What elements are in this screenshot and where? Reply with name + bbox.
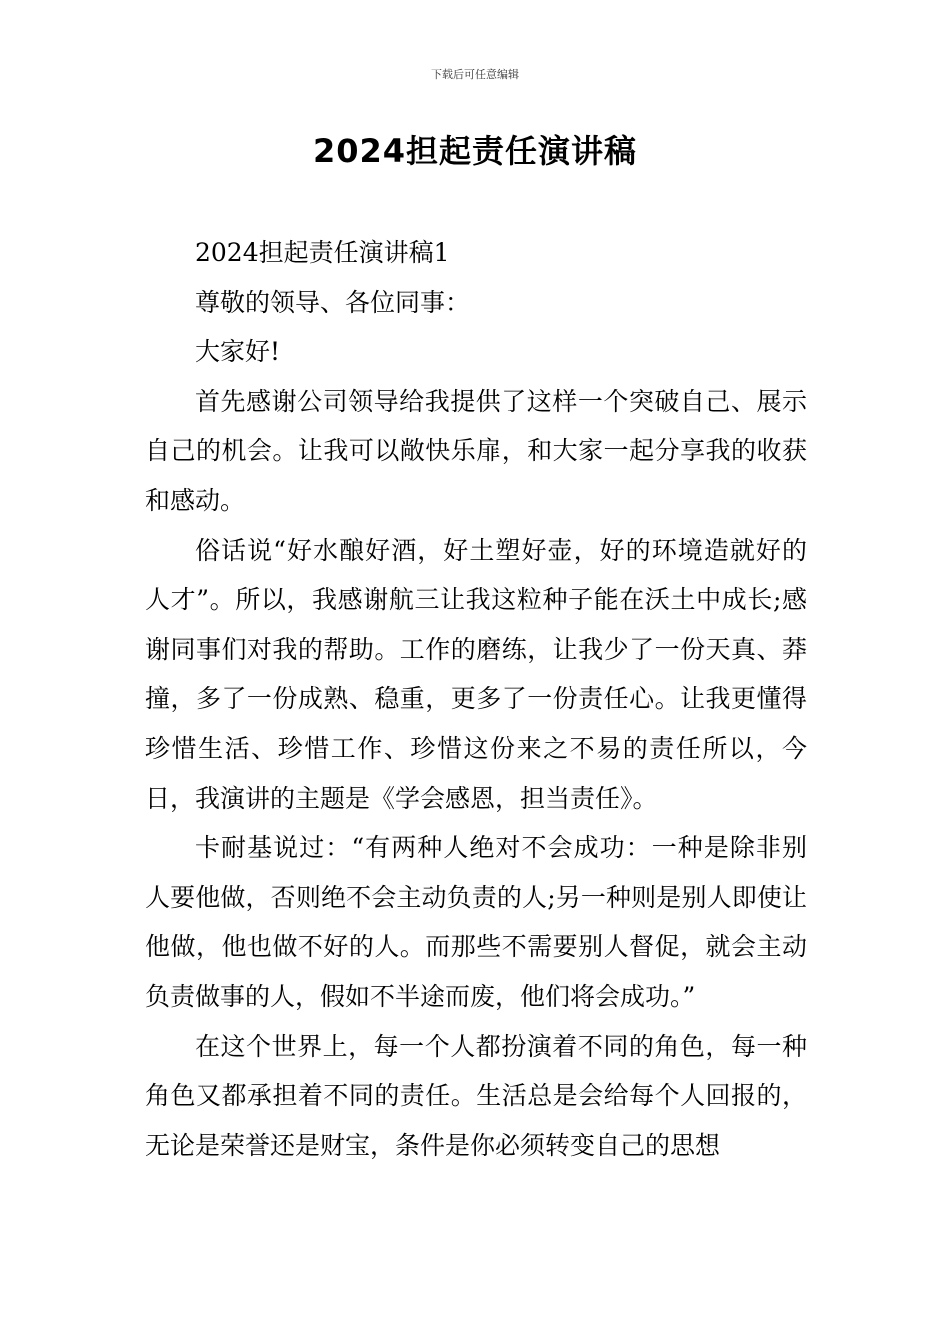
paragraph: 在这个世界上，每一个人都扮演着不同的角色，每一种角色又都承担着不同的责任。生活总是会给每个人回报的，无论是荣誉还是财宝，条件是你必须转变自己的思想 [145,1031,807,1160]
document-body [145,228,807,1170]
paragraph-salutation: 尊敬的领导、各位同事： [195,287,471,317]
paragraph-subtitle: 2024担起责任演讲稿1 [195,238,450,267]
document-title: 2024担起责任演讲稿 [312,132,638,170]
paragraph-greeting: 大家好! [195,337,281,367]
paragraph: 俗话说“好水酿好酒，好土塑好壶，好的环境造就好的人才”。所以，我感谢航三让我这粒种子能在沃土中成长;感谢同事们对我的帮助。工作的磨练，让我少了一份天真、莽撞，多了一份成熟、稳重，更多了一份责任心。让我更懂得珍惜生活、珍惜工作、珍惜这份来之不易的责任所以，今日，我演讲的主题是《学会感恩，担当责任》。 [145,535,807,813]
paragraph: 首先感谢公司领导给我提供了这样一个突破自己、展示自己的机会。让我可以敞快乐扉，和大家一起分享我的收获和感动。 [145,386,807,515]
paragraph: 卡耐基说过：“有两种人绝对不会成功：一种是除非别人要他做，否则绝不会主动负责的人;另一种则是别人即使让他做，他也做不好的人。而那些不需要别人督促，就会主动负责做事的人，假如不半途而废，他们将会成功。” [145,833,807,1011]
header-note: 下载后可任意编辑 [431,68,519,81]
